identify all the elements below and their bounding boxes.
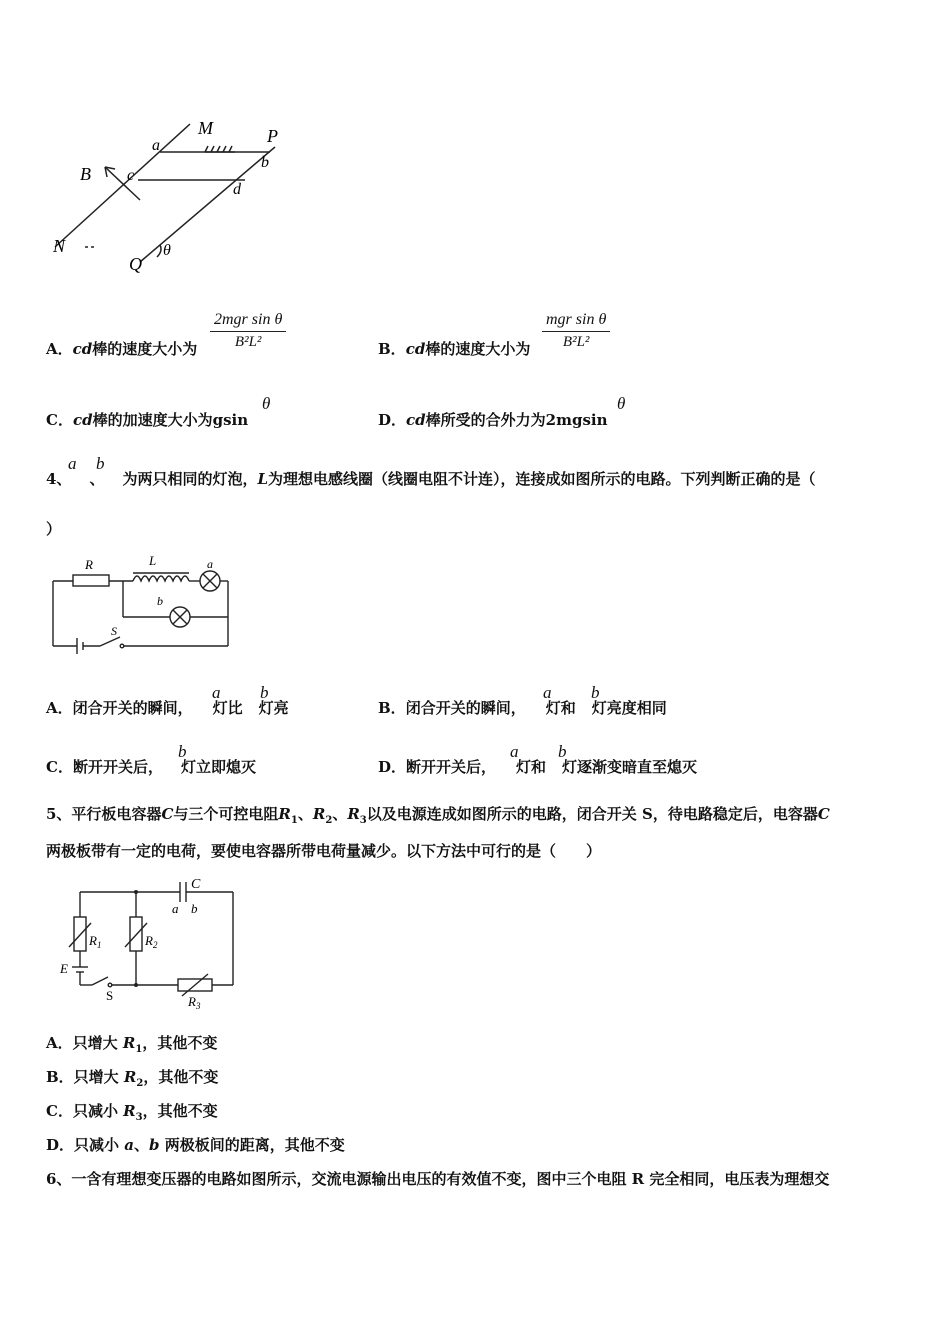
q3-option-a[interactable]: A．cd棒的速度大小为 — [46, 340, 198, 358]
q5-label-R1: $R_1$ — [89, 933, 102, 950]
q5-option-b[interactable]: B．只增大 $R_2$，其他不变 — [46, 1068, 219, 1089]
q4-label-b: b — [157, 594, 163, 608]
q3-option-b[interactable]: B．cd棒的速度大小为 — [378, 340, 531, 358]
q4-option-b[interactable]: B．闭合开关的瞬间， 灯和 灯亮度相同 — [378, 699, 667, 717]
q4-stem: 4、 、 为两只相同的灯泡，L为理想电感线圈（线圈电阻不计连），连接成如图所示的电路。下列判断正确的是（ — [46, 470, 816, 488]
q5-stem-line2: 两极板带有一定的电荷，要使电容器所带电荷量减少。以下方法中可行的是（ ） — [46, 842, 602, 860]
q5-label-R2: $R_2$ — [145, 933, 158, 950]
label-B: B — [80, 164, 91, 184]
q5-stem-line1: 5、平行板电容器C与三个可控电阻$R_1$、$R_2$、$R_3$以及电源连成如图所示的电路，闭合开关 S，待电路稳定后，电容器C — [46, 805, 830, 826]
q3-option-c-theta: θ — [262, 394, 271, 413]
q3-option-b-fraction: mgr sin θ B²L² — [542, 311, 610, 351]
q5-label-C: C — [191, 877, 201, 892]
q4-var-b: b — [96, 454, 105, 473]
q5-label-E: E — [60, 961, 68, 976]
q4-option-d-v2: b — [558, 742, 567, 761]
q5-label-S: S — [106, 988, 114, 1003]
label-P: P — [267, 126, 278, 146]
q4-circuit-figure — [45, 553, 245, 663]
q4-option-c[interactable]: C．断开开关后， 灯立即熄灭 — [46, 758, 256, 776]
q4-label-L: L — [149, 553, 157, 568]
q5-label-R3: $R_3$ — [188, 994, 201, 1010]
label-Q: Q — [129, 254, 142, 274]
q5-option-a[interactable]: A．只增大 $R_1$，其他不变 — [46, 1034, 218, 1055]
label-M: M — [198, 118, 213, 138]
q5-label-b: b — [191, 901, 198, 916]
q5-option-d[interactable]: D．只减小 a、b 两极板间的距离，其他不变 — [46, 1136, 345, 1154]
q4-switch-S — [100, 637, 120, 646]
q5-switch-S — [92, 977, 108, 985]
q3-option-a-fraction: 2mgr sin θ B²L² — [210, 311, 286, 351]
q4-inductor-L — [133, 576, 189, 581]
q4-option-b-v2: b — [591, 683, 600, 702]
q4-label-R: R — [85, 557, 93, 572]
label-b: b — [261, 154, 269, 171]
q5-circuit-figure — [50, 875, 250, 1010]
q4-var-a: a — [68, 454, 77, 473]
q6-stem: 6、一含有理想变压器的电路如图所示，交流电源输出电压的有效值不变，图中三个电阻 R 完全相同，电压表为理想交 — [46, 1170, 830, 1188]
q4-option-a-v1: a — [212, 683, 221, 702]
q4-option-c-v1: b — [178, 742, 187, 761]
q4-stem-end: ） — [46, 520, 62, 538]
rail-left — [55, 124, 190, 247]
label-N: N — [53, 236, 66, 256]
rails-figure — [45, 112, 305, 282]
q4-resistor-R — [73, 575, 109, 586]
q3-option-d-theta: θ — [617, 394, 626, 413]
q4-option-d-v1: a — [510, 742, 519, 761]
rail-right — [140, 147, 275, 262]
label-theta: θ — [163, 242, 171, 259]
label-d: d — [233, 181, 241, 198]
q5-label-a: a — [172, 901, 179, 916]
q3-option-c[interactable]: C．cd棒的加速度大小为gsin — [46, 411, 249, 429]
q3-option-d[interactable]: D．cd棒所受的合外力为2mgsin — [378, 411, 608, 429]
q4-option-a-v2: b — [260, 683, 269, 702]
q4-label-a: a — [207, 557, 213, 571]
q4-option-d[interactable]: D．断开开关后， 灯和 灯逐渐变暗直至熄灭 — [378, 758, 698, 776]
q4-option-a[interactable]: A．闭合开关的瞬间， 灯比 灯亮 — [46, 699, 289, 717]
label-c: c — [127, 167, 135, 184]
q5-option-c[interactable]: C．只减小 $R_3$，其他不变 — [46, 1102, 218, 1123]
b-field-arrow — [105, 167, 140, 200]
label-a: a — [152, 137, 160, 154]
q4-option-b-v1: a — [543, 683, 552, 702]
q4-label-S: S — [111, 624, 117, 638]
